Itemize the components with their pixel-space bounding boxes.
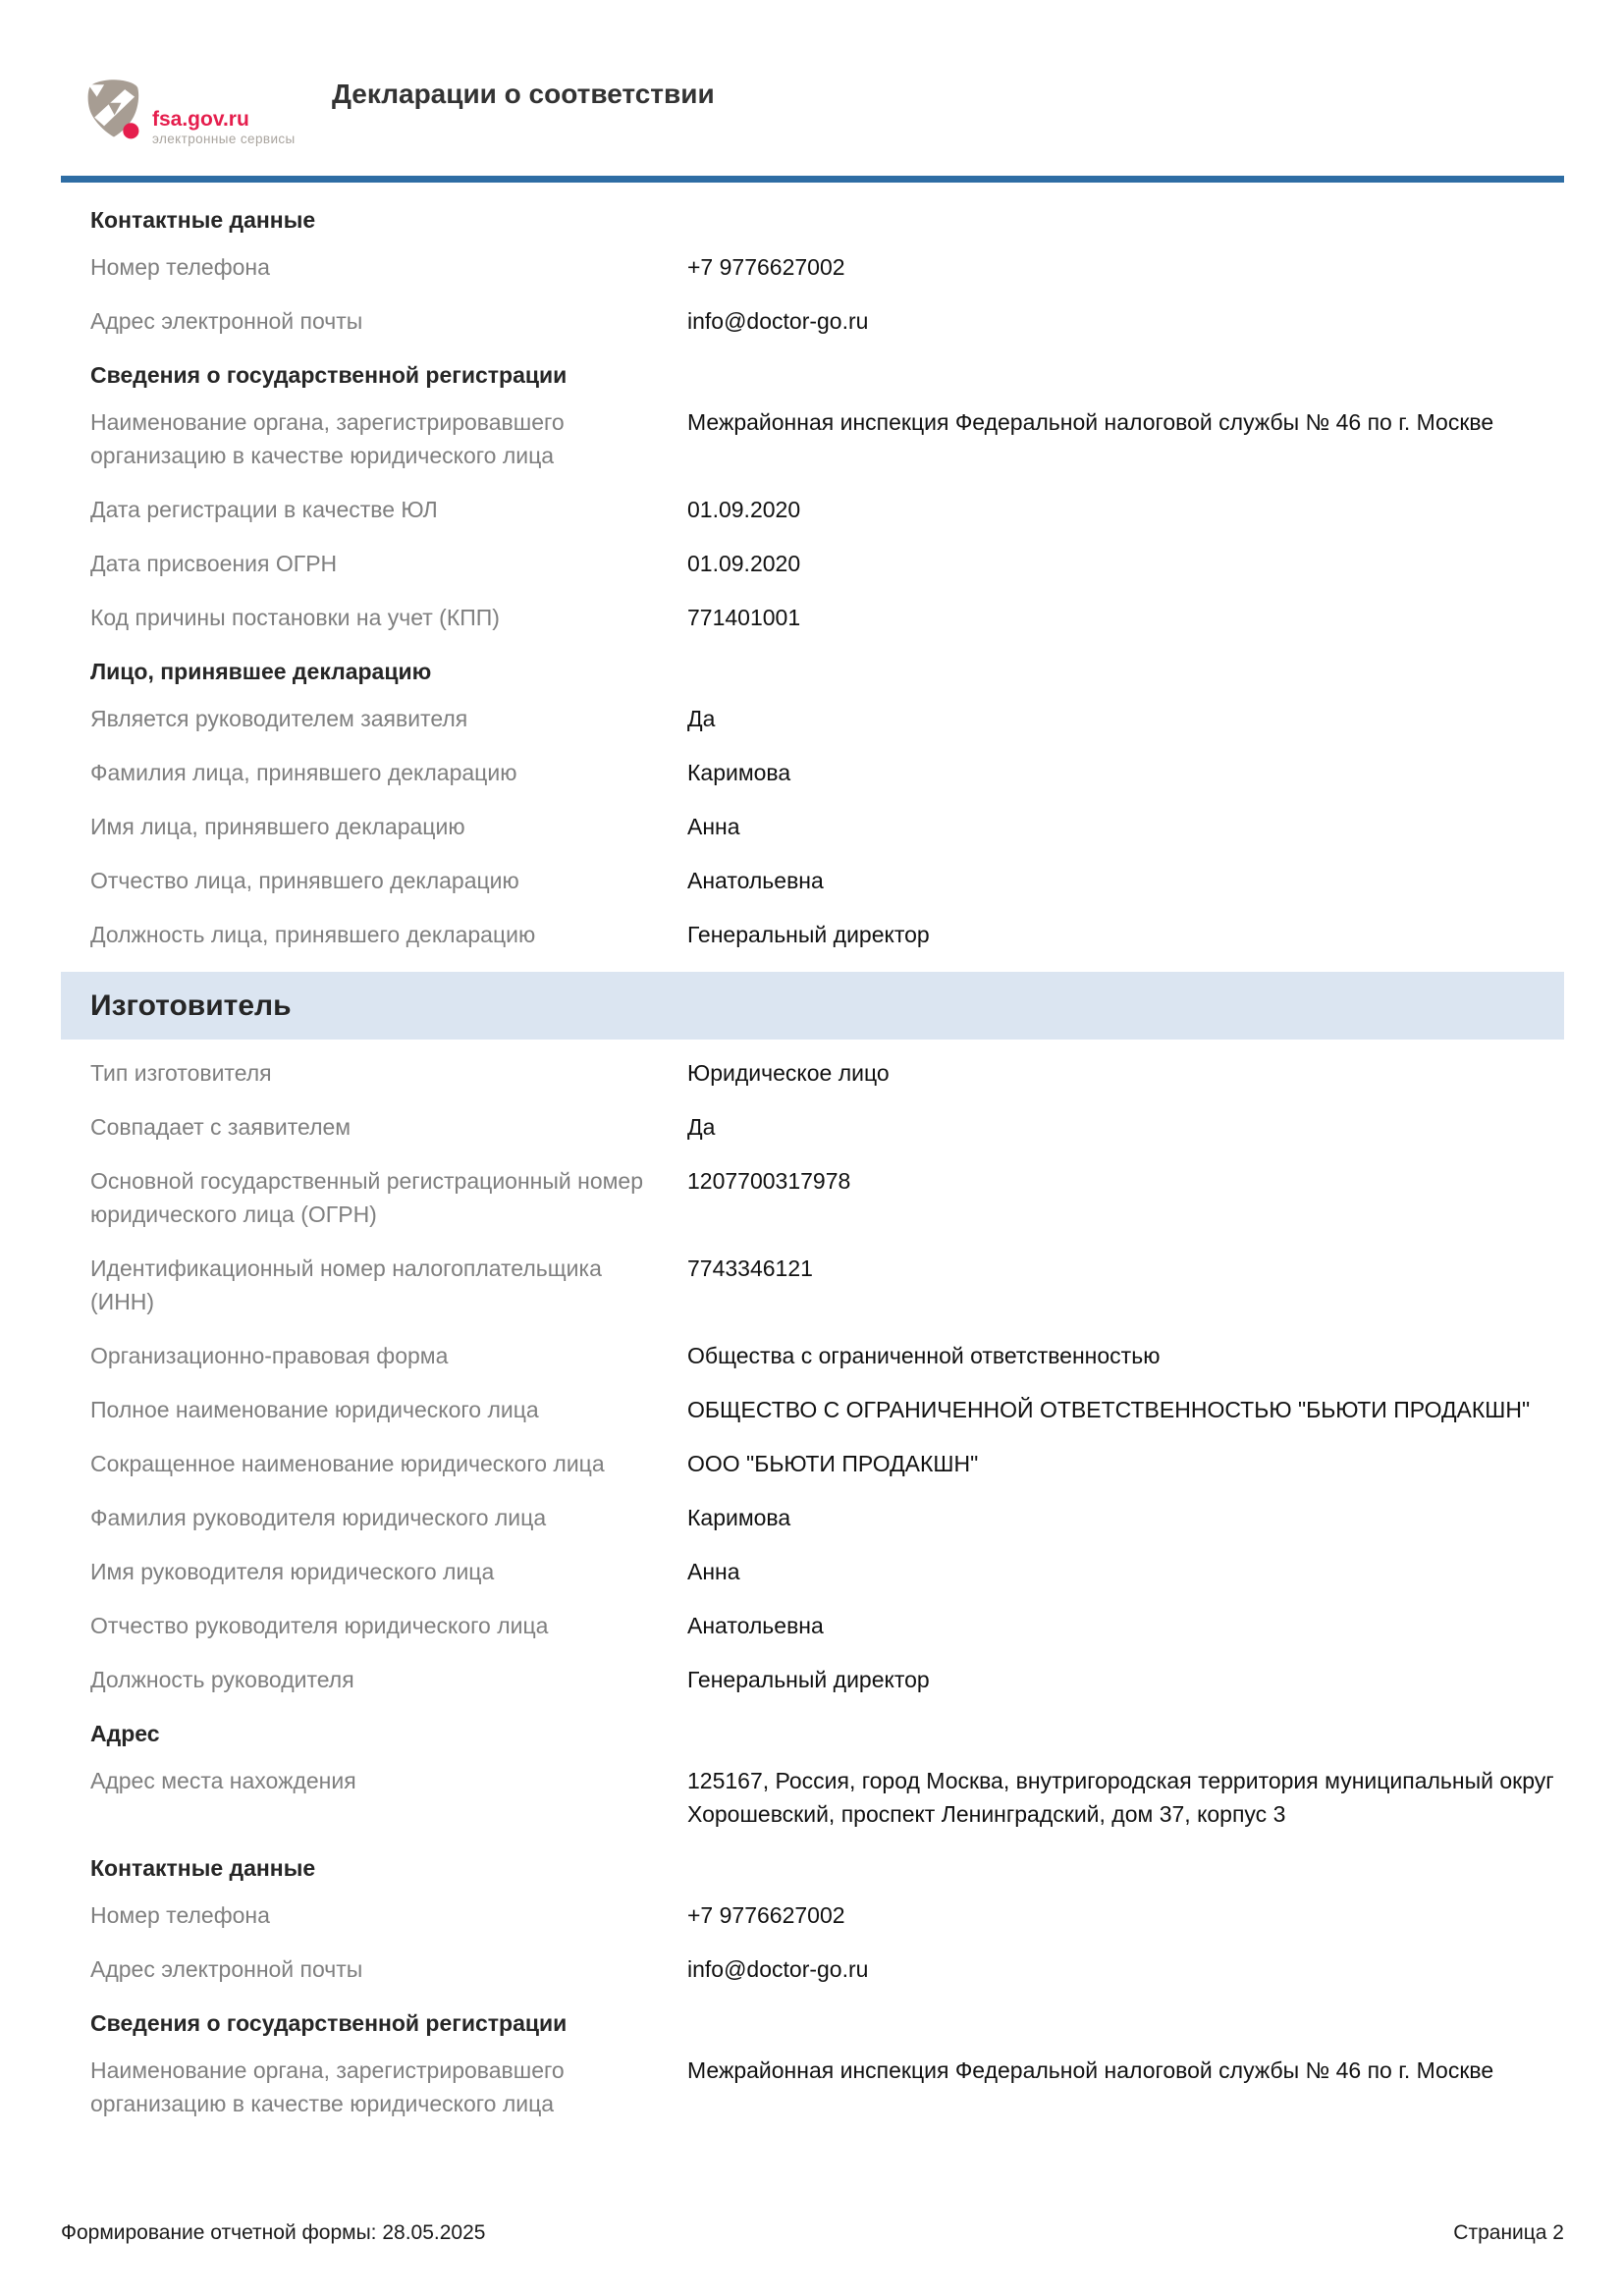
footer-generated-date: Формирование отчетной формы: 28.05.2025	[61, 2221, 486, 2244]
field-value: Генеральный директор	[687, 1667, 930, 1692]
field-row	[90, 601, 1564, 634]
field-row	[90, 1393, 1564, 1426]
field-row	[90, 1898, 1564, 1932]
field-value: 1207700317978	[687, 1168, 851, 1194]
field-row	[90, 2054, 1564, 2120]
field-value: Межрайонная инспекция Федеральной налоговой службы № 46 по г. Москве	[687, 2057, 1494, 2083]
field-label: Адрес электронной почты	[90, 308, 363, 334]
field-row	[90, 304, 1564, 338]
field-value: Общества с ограниченной ответственностью	[687, 1343, 1161, 1368]
field-label: Фамилия лица, принявшего декларацию	[90, 760, 517, 785]
field-value: 125167, Россия, город Москва, внутригородская территория муниципальный округ Хорошевский, проспект Ленинградский, дом 37, корпус 3	[687, 1768, 1554, 1827]
field-row	[90, 1663, 1564, 1696]
field-value: ОБЩЕСТВО С ОГРАНИЧЕННОЙ ОТВЕТСТВЕННОСТЬЮ "БЬЮТИ ПРОДАКШН"	[687, 1397, 1531, 1422]
field-label: Отчество руководителя юридического лица	[90, 1613, 549, 1638]
field-value: Анатольевна	[687, 1613, 824, 1638]
field-value: 771401001	[687, 605, 801, 630]
section-heading: Сведения о государственной регистрации	[90, 2010, 568, 2036]
field-label: Должность руководителя	[90, 1667, 354, 1692]
field-value: Анна	[687, 814, 740, 839]
field-label: Совпадает с заявителем	[90, 1114, 352, 1140]
field-row	[90, 1764, 1564, 1831]
field-label: Дата присвоения ОГРН	[90, 551, 338, 576]
field-label: Сокращенное наименование юридического лица	[90, 1451, 605, 1476]
field-row	[90, 1555, 1564, 1588]
field-row	[90, 1110, 1564, 1144]
field-label: Является руководителем заявителя	[90, 706, 468, 731]
field-row	[90, 405, 1564, 472]
field-row	[90, 493, 1564, 526]
section-heading: Контактные данные	[90, 1855, 316, 1881]
section-band-izgotovitel: Изготовитель	[61, 972, 1564, 1040]
field-row	[90, 918, 1564, 951]
field-label: Номер телефона	[90, 254, 270, 280]
field-label: Наименование органа, зарегистрировавшего организацию в качестве юридического лица	[90, 2057, 565, 2116]
field-label: Наименование органа, зарегистрировавшего организацию в качестве юридического лица	[90, 409, 565, 468]
section-heading: Адрес	[90, 1721, 160, 1746]
field-value: +7 9776627002	[687, 254, 845, 280]
field-row	[90, 702, 1564, 735]
field-value: Анатольевна	[687, 868, 824, 893]
field-label: Имя руководителя юридического лица	[90, 1559, 495, 1584]
field-label: Должность лица, принявшего декларацию	[90, 922, 536, 947]
field-value: Да	[687, 1114, 716, 1140]
section-heading: Сведения о государственной регистрации	[90, 362, 568, 388]
fsa-logo-domain: fsa.gov.ru	[152, 108, 249, 131]
field-value: info@doctor-go.ru	[687, 1956, 869, 1982]
field-row	[90, 1252, 1564, 1318]
field-row	[90, 1056, 1564, 1090]
document-header	[0, 0, 1623, 176]
field-value: Да	[687, 706, 716, 731]
section-heading: Контактные данные	[90, 207, 316, 233]
field-label: Идентификационный номер налогоплательщика (ИНН)	[90, 1255, 602, 1314]
field-label: Дата регистрации в качестве ЮЛ	[90, 497, 438, 522]
field-label: Отчество лица, принявшего декларацию	[90, 868, 519, 893]
field-row	[90, 1501, 1564, 1534]
fsa-logo-tagline: электронные сервисы	[152, 132, 296, 146]
field-label: Имя лица, принявшего декларацию	[90, 814, 465, 839]
field-value: Каримова	[687, 760, 791, 785]
field-value: Анна	[687, 1559, 740, 1584]
header-divider	[61, 176, 1564, 183]
field-row	[90, 1952, 1564, 1986]
field-label: Код причины постановки на учет (КПП)	[90, 605, 500, 630]
field-row	[90, 1609, 1564, 1642]
field-row	[90, 250, 1564, 284]
field-value: 7743346121	[687, 1255, 813, 1281]
field-row	[90, 1164, 1564, 1231]
field-label: Фамилия руководителя юридического лица	[90, 1505, 547, 1530]
fsa-shield-a-icon	[83, 79, 144, 139]
fsa-logo-text	[152, 109, 296, 147]
document-body	[61, 203, 1564, 2120]
fsa-logo	[83, 79, 296, 146]
field-label: Основной государственный регистрационный номер юридического лица (ОГРН)	[90, 1168, 644, 1227]
field-label: Организационно-правовая форма	[90, 1343, 449, 1368]
field-label: Тип изготовителя	[90, 1060, 272, 1086]
page-title: Декларации о соответствии	[332, 79, 715, 109]
section-heading: Лицо, принявшее декларацию	[90, 659, 432, 684]
field-value: Каримова	[687, 1505, 791, 1530]
field-value: 01.09.2020	[687, 497, 801, 522]
field-row	[90, 864, 1564, 897]
field-row	[90, 1339, 1564, 1372]
field-value: ООО "БЬЮТИ ПРОДАКШН"	[687, 1451, 979, 1476]
field-row	[90, 810, 1564, 843]
field-label: Адрес места нахождения	[90, 1768, 356, 1793]
footer-page-number: Страница 2	[1453, 2221, 1564, 2244]
document-footer	[61, 2221, 1564, 2245]
field-value: Межрайонная инспекция Федеральной налоговой службы № 46 по г. Москве	[687, 409, 1494, 435]
field-value: info@doctor-go.ru	[687, 308, 869, 334]
field-label: Номер телефона	[90, 1902, 270, 1928]
field-value: +7 9776627002	[687, 1902, 845, 1928]
field-value: 01.09.2020	[687, 551, 801, 576]
field-row	[90, 756, 1564, 789]
field-label: Полное наименование юридического лица	[90, 1397, 539, 1422]
field-row	[90, 547, 1564, 580]
field-label: Адрес электронной почты	[90, 1956, 363, 1982]
field-value: Генеральный директор	[687, 922, 930, 947]
field-value: Юридическое лицо	[687, 1060, 890, 1086]
field-row	[90, 1447, 1564, 1480]
